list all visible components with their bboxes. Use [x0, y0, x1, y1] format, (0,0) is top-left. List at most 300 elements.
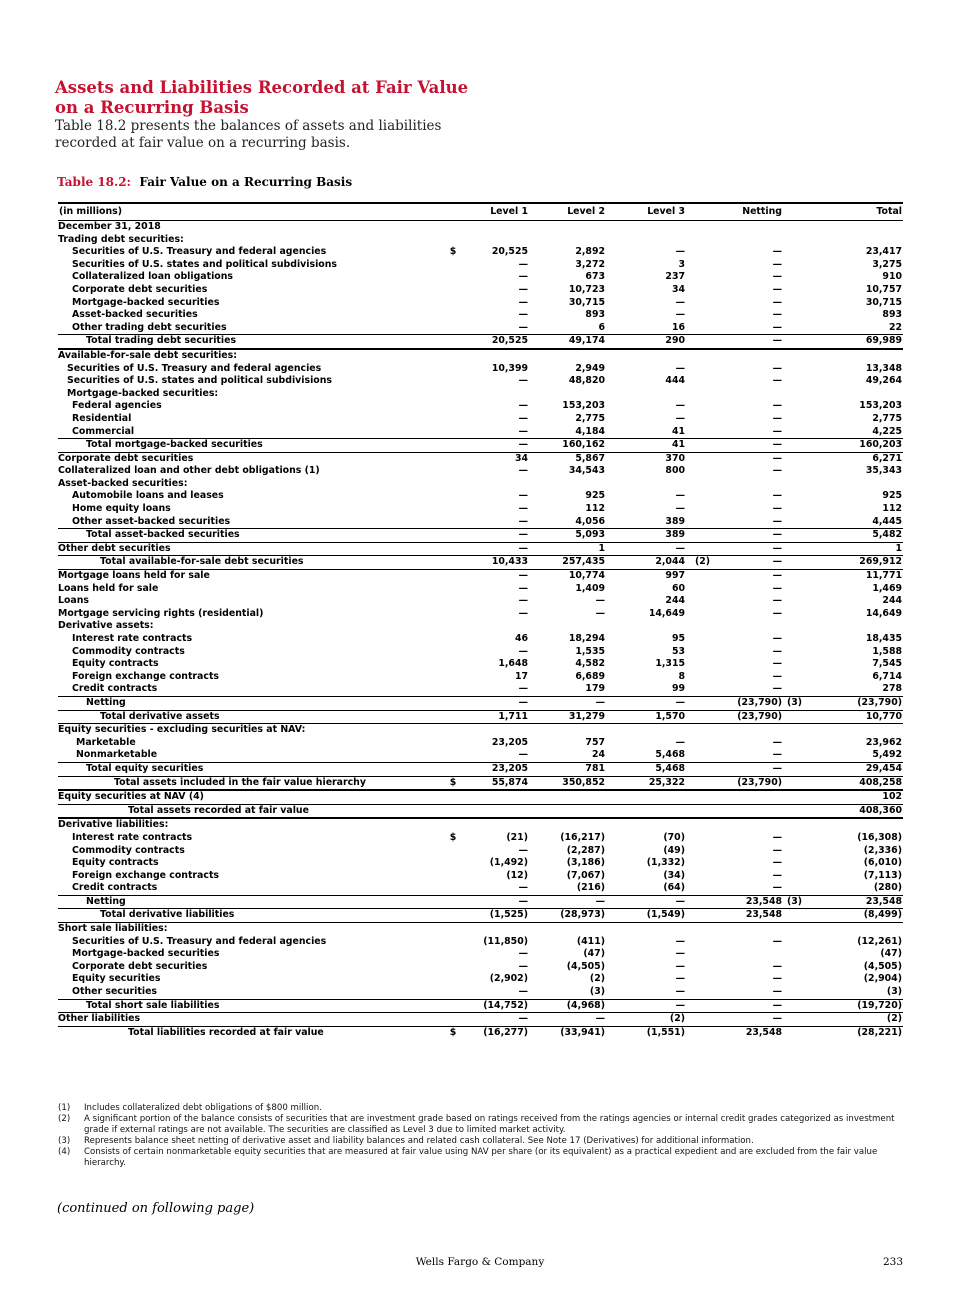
currency-symbol	[443, 986, 463, 999]
currency-symbol	[443, 309, 463, 322]
level-1-value: —	[518, 425, 528, 437]
row-label: Equity contracts	[72, 658, 159, 670]
currency-symbol	[443, 696, 463, 710]
level-2-value: 112	[585, 503, 605, 515]
currency-symbol	[443, 999, 463, 1013]
total-value: (16,308)	[857, 831, 902, 843]
currency-symbol	[443, 620, 463, 633]
currency-symbol	[443, 671, 463, 684]
level-1-value: —	[518, 960, 528, 972]
level-1-value	[463, 790, 529, 804]
netting-footnote	[783, 542, 810, 556]
netting-footnote	[783, 271, 810, 284]
netting-value: —	[772, 973, 782, 985]
total-value: 30,715	[865, 296, 902, 308]
level-3-value	[611, 923, 691, 936]
row-label: Foreign exchange contracts	[72, 670, 220, 682]
level-3-value: —	[675, 490, 685, 502]
total-value: 5,482	[810, 529, 903, 543]
level-3-footnote	[691, 309, 723, 322]
netting-value: —	[772, 412, 782, 424]
netting-value: —	[772, 683, 782, 695]
level-1-value	[463, 818, 529, 832]
level-1-value: (12)	[506, 869, 528, 881]
netting-footnote	[783, 570, 810, 583]
netting-value	[723, 948, 783, 961]
level-2-value: —	[529, 696, 611, 710]
table-row	[58, 439, 903, 453]
level-3-footnote	[691, 620, 723, 633]
row-label: Total mortgage-backed securities	[58, 439, 443, 453]
level-3-value	[611, 804, 691, 818]
level-1-value: —	[518, 749, 528, 761]
level-3-footnote	[691, 516, 723, 529]
netting-value: —	[772, 515, 782, 527]
level-3-value: (1,551)	[611, 1026, 691, 1039]
level-3-value: 2,044	[611, 556, 691, 570]
total-value: 3,275	[872, 258, 902, 270]
netting-value: —	[772, 595, 782, 607]
level-1-value	[463, 349, 529, 363]
footer-company: Wells Fargo & Company	[415, 1256, 545, 1268]
total-value: 23,548	[810, 895, 903, 909]
row-label: Trading debt securities:	[58, 233, 184, 245]
level-1-value	[463, 724, 529, 737]
total-value: 4,225	[872, 425, 902, 437]
level-3-footnote	[691, 671, 723, 684]
netting-footnote	[783, 724, 810, 737]
currency-symbol: $	[443, 1026, 463, 1039]
level-3-value: —	[675, 973, 685, 985]
netting-footnote	[783, 363, 810, 376]
row-label: Total equity securities	[58, 762, 443, 776]
footnote-text: Consists of certain nonmarketable equity securities that are measured at fair value using NAV per share (or its equivalent) as a practical expedient and are excluded from the fair value hierarchy.	[84, 1147, 878, 1168]
table-row	[58, 284, 903, 297]
currency-symbol	[443, 259, 463, 272]
row-label: Securities of U.S. Treasury and federal agencies	[67, 362, 322, 374]
row-label: Other trading debt securities	[72, 321, 227, 333]
level-2-value: (16,217)	[560, 831, 605, 843]
level-1-value: —	[518, 515, 528, 527]
header-level-3: Level 3	[611, 203, 691, 221]
total-value: 102	[810, 790, 903, 804]
currency-symbol	[443, 556, 463, 570]
currency-symbol	[443, 503, 463, 516]
currency-symbol	[443, 583, 463, 596]
currency-symbol	[443, 658, 463, 671]
level-2-value	[529, 923, 611, 936]
currency-symbol	[443, 724, 463, 737]
level-1-value	[463, 923, 529, 936]
row-label: Commodity contracts	[72, 645, 185, 657]
level-1-value: —	[463, 1013, 529, 1027]
table-caption	[57, 175, 352, 189]
currency-symbol	[443, 646, 463, 659]
level-1-value: 1,648	[498, 658, 528, 670]
level-2-value	[529, 349, 611, 363]
footnote-number: (4)	[58, 1147, 71, 1157]
netting-value: —	[772, 844, 782, 856]
footnote-2	[58, 1114, 906, 1136]
level-1-value: 10,399	[491, 362, 528, 374]
level-2-value: 31,279	[529, 710, 611, 724]
netting-footnote	[783, 490, 810, 503]
row-label: Securities of U.S. Treasury and federal agencies	[72, 935, 327, 947]
level-3-footnote	[691, 465, 723, 478]
row-label: Foreign exchange contracts	[72, 869, 220, 881]
currency-symbol	[443, 516, 463, 529]
footnote-number: (2)	[58, 1114, 71, 1124]
level-3-value: 244	[665, 595, 685, 607]
total-value: 10,757	[865, 283, 902, 295]
level-2-value: 30,715	[568, 296, 605, 308]
level-1-value: —	[518, 375, 528, 387]
level-3-footnote: (2)	[691, 556, 723, 570]
level-3-value: 5,468	[655, 749, 685, 761]
level-1-value: 34	[463, 452, 529, 465]
level-2-value: 2,775	[575, 412, 605, 424]
netting-footnote	[783, 556, 810, 570]
netting-value: —	[772, 309, 782, 321]
row-label: Total assets recorded at fair value	[58, 804, 443, 818]
table-row	[58, 923, 903, 936]
total-value: (2)	[810, 1013, 903, 1027]
total-value: 14,649	[865, 607, 902, 619]
total-value	[810, 388, 903, 401]
level-3-footnote	[691, 297, 723, 310]
total-value: 244	[882, 595, 902, 607]
currency-symbol	[443, 790, 463, 804]
table-row	[58, 895, 903, 909]
total-value	[810, 221, 903, 234]
table-row	[58, 297, 903, 310]
level-3-footnote	[691, 234, 723, 247]
level-2-value: 24	[591, 749, 605, 761]
continued-note: (continued on following page)	[57, 1201, 255, 1216]
level-3-value	[611, 388, 691, 401]
total-value: 160,203	[810, 439, 903, 453]
level-3-footnote	[691, 335, 723, 349]
table-row	[58, 542, 903, 556]
table-row	[58, 749, 903, 762]
currency-symbol	[443, 818, 463, 832]
level-3-value: 1,315	[655, 658, 685, 670]
table-row	[58, 909, 903, 923]
netting-value: —	[772, 882, 782, 894]
level-2-value	[529, 790, 611, 804]
currency-symbol	[443, 349, 463, 363]
footnote-text: Includes collateralized debt obligations of $800 million.	[84, 1103, 322, 1113]
level-3-footnote	[691, 948, 723, 961]
header-total: Total	[810, 203, 903, 221]
table-row	[58, 452, 903, 465]
header-level-2: Level 2	[529, 203, 611, 221]
netting-footnote	[783, 882, 810, 895]
row-label: Total derivative liabilities	[58, 909, 443, 923]
level-1-value: (14,752)	[463, 999, 529, 1013]
level-3-footnote	[691, 986, 723, 999]
netting-value	[723, 923, 783, 936]
level-1-value: (21)	[506, 831, 528, 843]
level-3-value: 3	[678, 258, 685, 270]
row-label: Securities of U.S. Treasury and federal agencies	[72, 246, 327, 258]
level-2-value: —	[595, 595, 605, 607]
netting-footnote	[783, 335, 810, 349]
level-3-value: 237	[665, 271, 685, 283]
row-label: December 31, 2018	[58, 221, 161, 232]
level-3-value: (49)	[663, 844, 685, 856]
table-row	[58, 490, 903, 503]
netting-value: —	[772, 935, 782, 947]
header-in-millions: (in millions)	[58, 203, 443, 221]
level-1-value: (2,902)	[489, 973, 528, 985]
netting-value	[723, 724, 783, 737]
level-3-footnote	[691, 503, 723, 516]
level-2-value: 350,852	[529, 776, 611, 790]
netting-footnote	[783, 516, 810, 529]
netting-value: —	[772, 362, 782, 374]
currency-symbol	[443, 426, 463, 439]
netting-footnote	[783, 671, 810, 684]
level-1-value: —	[518, 986, 528, 998]
level-2-value: (4,505)	[566, 960, 605, 972]
level-1-value: —	[518, 645, 528, 657]
level-3-footnote	[691, 683, 723, 696]
table-row	[58, 973, 903, 986]
table-row	[58, 762, 903, 776]
row-label: Interest rate contracts	[72, 831, 193, 843]
level-3-footnote	[691, 882, 723, 895]
total-value: 278	[882, 683, 902, 695]
currency-symbol	[443, 710, 463, 724]
netting-footnote	[783, 749, 810, 762]
netting-footnote	[783, 633, 810, 646]
table-row	[58, 363, 903, 376]
netting-footnote	[783, 683, 810, 696]
netting-footnote	[783, 478, 810, 491]
netting-value	[723, 790, 783, 804]
level-1-value: —	[518, 882, 528, 894]
table-row	[58, 583, 903, 596]
netting-footnote	[783, 439, 810, 453]
level-2-value	[529, 234, 611, 247]
row-label: Derivative assets:	[58, 620, 154, 632]
netting-value: —	[772, 960, 782, 972]
currency-symbol	[443, 923, 463, 936]
level-2-value	[529, 221, 611, 234]
total-value: (12,261)	[857, 935, 902, 947]
netting-footnote	[783, 426, 810, 439]
total-value: 2,775	[872, 412, 902, 424]
netting-value: —	[772, 670, 782, 682]
currency-symbol	[443, 234, 463, 247]
netting-footnote	[783, 503, 810, 516]
netting-value	[723, 804, 783, 818]
table-row	[58, 349, 903, 363]
level-3-footnote	[691, 570, 723, 583]
currency-symbol: $	[449, 831, 457, 843]
level-2-value: 6	[598, 321, 605, 333]
netting-value: —	[772, 400, 782, 412]
level-2-value: (2,287)	[566, 844, 605, 856]
netting-value	[723, 388, 783, 401]
netting-footnote	[783, 1026, 810, 1039]
level-3-value: 95	[671, 633, 685, 644]
netting-footnote	[783, 259, 810, 272]
total-value: (47)	[880, 948, 902, 960]
netting-value: —	[772, 645, 782, 657]
currency-symbol	[443, 542, 463, 556]
row-label: Corporate debt securities	[58, 452, 443, 465]
total-value: 4,445	[872, 515, 902, 527]
netting-footnote	[783, 804, 810, 818]
level-3-footnote	[691, 776, 723, 790]
table-row	[58, 696, 903, 710]
level-3-value: (1,549)	[611, 909, 691, 923]
level-2-value	[529, 620, 611, 633]
row-label: Other securities	[72, 986, 158, 998]
netting-value: —	[772, 857, 782, 869]
row-label: Total derivative assets	[58, 710, 443, 724]
currency-symbol	[443, 749, 463, 762]
row-label: Netting	[58, 895, 443, 909]
level-2-value: 2,949	[575, 362, 605, 374]
level-3-footnote	[691, 832, 723, 845]
netting-value: —	[772, 375, 782, 387]
level-2-value: 757	[585, 736, 605, 748]
netting-footnote	[783, 608, 810, 621]
netting-value: —	[772, 258, 782, 270]
level-3-value: (1,332)	[646, 857, 685, 869]
level-2-value	[529, 804, 611, 818]
total-value: (7,113)	[863, 869, 902, 881]
level-3-value: 99	[671, 683, 685, 695]
level-2-value: 179	[585, 683, 605, 695]
netting-value	[723, 818, 783, 832]
level-2-value: 49,174	[529, 335, 611, 349]
currency-symbol	[443, 570, 463, 583]
level-2-value: 153,203	[562, 400, 605, 412]
level-3-footnote	[691, 542, 723, 556]
netting-value: —	[772, 869, 782, 881]
netting-value: —	[772, 425, 782, 437]
level-3-value: (70)	[663, 831, 685, 843]
row-label: Securities of U.S. states and political subdivisions	[72, 258, 337, 270]
level-2-value: —	[529, 1013, 611, 1027]
netting-footnote	[783, 595, 810, 608]
total-value: 18,435	[865, 633, 902, 644]
total-value: 10,770	[810, 710, 903, 724]
level-2-value: 781	[529, 762, 611, 776]
table-row	[58, 375, 903, 388]
total-value	[810, 620, 903, 633]
fair-value-table	[58, 202, 903, 1039]
total-value	[810, 478, 903, 491]
level-1-value: (1,492)	[489, 857, 528, 869]
level-3-footnote	[691, 322, 723, 335]
level-3-value: —	[675, 736, 685, 748]
row-label: Equity securities	[72, 973, 161, 985]
level-2-value: 4,184	[575, 425, 605, 437]
level-2-value: (216)	[576, 882, 605, 894]
row-label: Netting	[58, 696, 443, 710]
level-3-value	[611, 221, 691, 234]
table-row	[58, 246, 903, 259]
level-3-value: —	[675, 935, 685, 947]
level-1-value: —	[518, 948, 528, 960]
table-row	[58, 322, 903, 335]
level-1-value: —	[518, 321, 528, 333]
total-value: 11,771	[810, 570, 903, 583]
level-3-footnote	[691, 973, 723, 986]
netting-value: (23,790)	[723, 696, 783, 710]
table-row	[58, 832, 903, 845]
currency-symbol	[443, 363, 463, 376]
table-title: Fair Value on a Recurring Basis	[139, 175, 353, 189]
row-label: Loans	[58, 595, 89, 607]
total-value: 29,454	[810, 762, 903, 776]
currency-symbol	[443, 895, 463, 909]
table-row	[58, 818, 903, 832]
netting-footnote: (3)	[783, 696, 810, 710]
total-value: 7,545	[872, 658, 902, 670]
level-1-value: —	[518, 283, 528, 295]
level-3-value: 53	[671, 645, 685, 657]
level-3-footnote	[691, 737, 723, 750]
row-label: Total trading debt securities	[58, 335, 443, 349]
level-3-footnote	[691, 762, 723, 776]
netting-value: —	[723, 452, 783, 465]
total-value: 1,588	[872, 645, 902, 657]
currency-symbol	[443, 322, 463, 335]
row-label: Short sale liabilities:	[58, 923, 443, 936]
row-label: Equity securities - excluding securities at NAV:	[58, 724, 443, 737]
level-3-footnote	[691, 595, 723, 608]
netting-footnote	[783, 322, 810, 335]
table-row	[58, 961, 903, 974]
netting-value: —	[723, 529, 783, 543]
header-level-1: Level 1	[463, 203, 529, 221]
level-1-value: (11,850)	[483, 935, 528, 947]
level-1-value: 23,205	[463, 762, 529, 776]
netting-value: —	[723, 335, 783, 349]
level-3-footnote	[691, 413, 723, 426]
table-row	[58, 335, 903, 349]
currency-symbol	[443, 284, 463, 297]
level-1-value: —	[518, 400, 528, 412]
row-label: Credit contracts	[72, 882, 158, 894]
level-2-value: —	[595, 607, 605, 619]
total-value: 5,492	[872, 749, 902, 761]
level-3-value	[611, 349, 691, 363]
total-value: (2,336)	[863, 844, 902, 856]
level-3-value: 16	[671, 321, 685, 333]
currency-symbol	[443, 271, 463, 284]
level-3-footnote	[691, 818, 723, 832]
level-3-footnote	[691, 710, 723, 724]
netting-footnote	[783, 529, 810, 543]
table-row	[58, 1026, 903, 1039]
level-3-value: 997	[611, 570, 691, 583]
table-row	[58, 936, 903, 949]
netting-footnote: (3)	[783, 895, 810, 909]
table-row	[58, 986, 903, 999]
row-label: Credit contracts	[72, 683, 158, 695]
total-value: 112	[882, 503, 902, 515]
netting-footnote	[783, 297, 810, 310]
currency-symbol	[443, 882, 463, 895]
level-3-value: 34	[671, 283, 685, 295]
